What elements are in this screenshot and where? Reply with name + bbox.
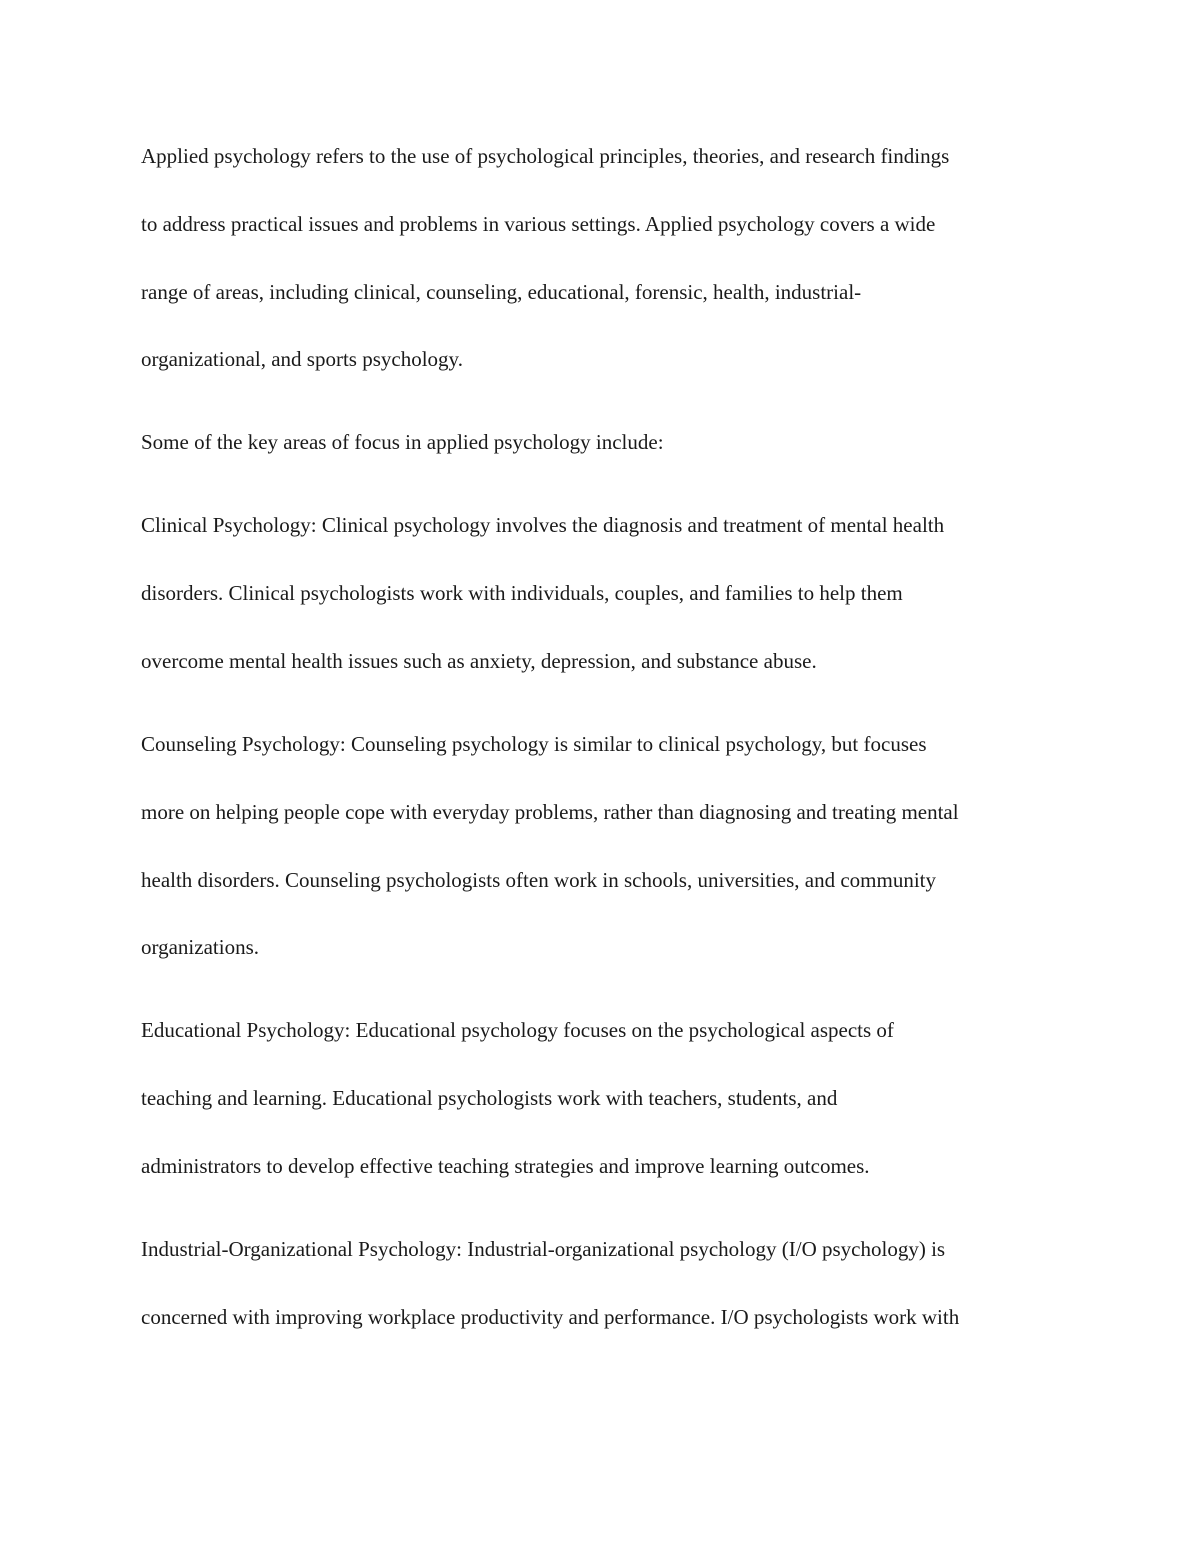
paragraph-1-line-1: Applied psychology refers to the use of psychological principles, theories, and research findings bbox=[141, 144, 950, 168]
paragraph-4-line-3: health disorders. Counseling psychologists often work in schools, universities, and community bbox=[141, 868, 936, 892]
paragraph-4-line-2: more on helping people cope with everyday problems, rather than diagnosing and treating mental bbox=[141, 800, 959, 824]
paragraph-1-line-2: to address practical issues and problems in various settings. Applied psychology covers a wide bbox=[141, 212, 936, 236]
paragraph-5-line-1: Educational Psychology: Educational psychology focuses on the psychological aspects of bbox=[141, 1018, 894, 1042]
paragraph-5-line-3: administrators to develop effective teaching strategies and improve learning outcomes. bbox=[141, 1154, 870, 1178]
paragraph-6-line-2: concerned with improving workplace productivity and performance. I/O psychologists work with bbox=[141, 1305, 960, 1329]
paragraph-3-line-2: disorders. Clinical psychologists work with individuals, couples, and families to help them bbox=[141, 581, 903, 605]
paragraph-2-line-1: Some of the key areas of focus in applied psychology include: bbox=[141, 430, 664, 454]
paragraph-1-line-3: range of areas, including clinical, counseling, educational, forensic, health, industrial- bbox=[141, 280, 862, 304]
paragraph-1-line-4: organizational, and sports psychology. bbox=[141, 347, 463, 371]
paragraph-5-line-2: teaching and learning. Educational psychologists work with teachers, students, and bbox=[141, 1086, 838, 1110]
paragraph-4-line-4: organizations. bbox=[141, 935, 260, 959]
paragraph-3-line-3: overcome mental health issues such as anxiety, depression, and substance abuse. bbox=[141, 649, 817, 673]
paragraph-4-line-1: Counseling Psychology: Counseling psychology is similar to clinical psychology, but focuses bbox=[141, 732, 927, 756]
paragraph-6-line-1: Industrial-Organizational Psychology: Industrial-organizational psychology (I/O psychology) is bbox=[141, 1237, 946, 1261]
paragraph-3-line-1: Clinical Psychology: Clinical psychology involves the diagnosis and treatment of mental health bbox=[141, 513, 945, 537]
